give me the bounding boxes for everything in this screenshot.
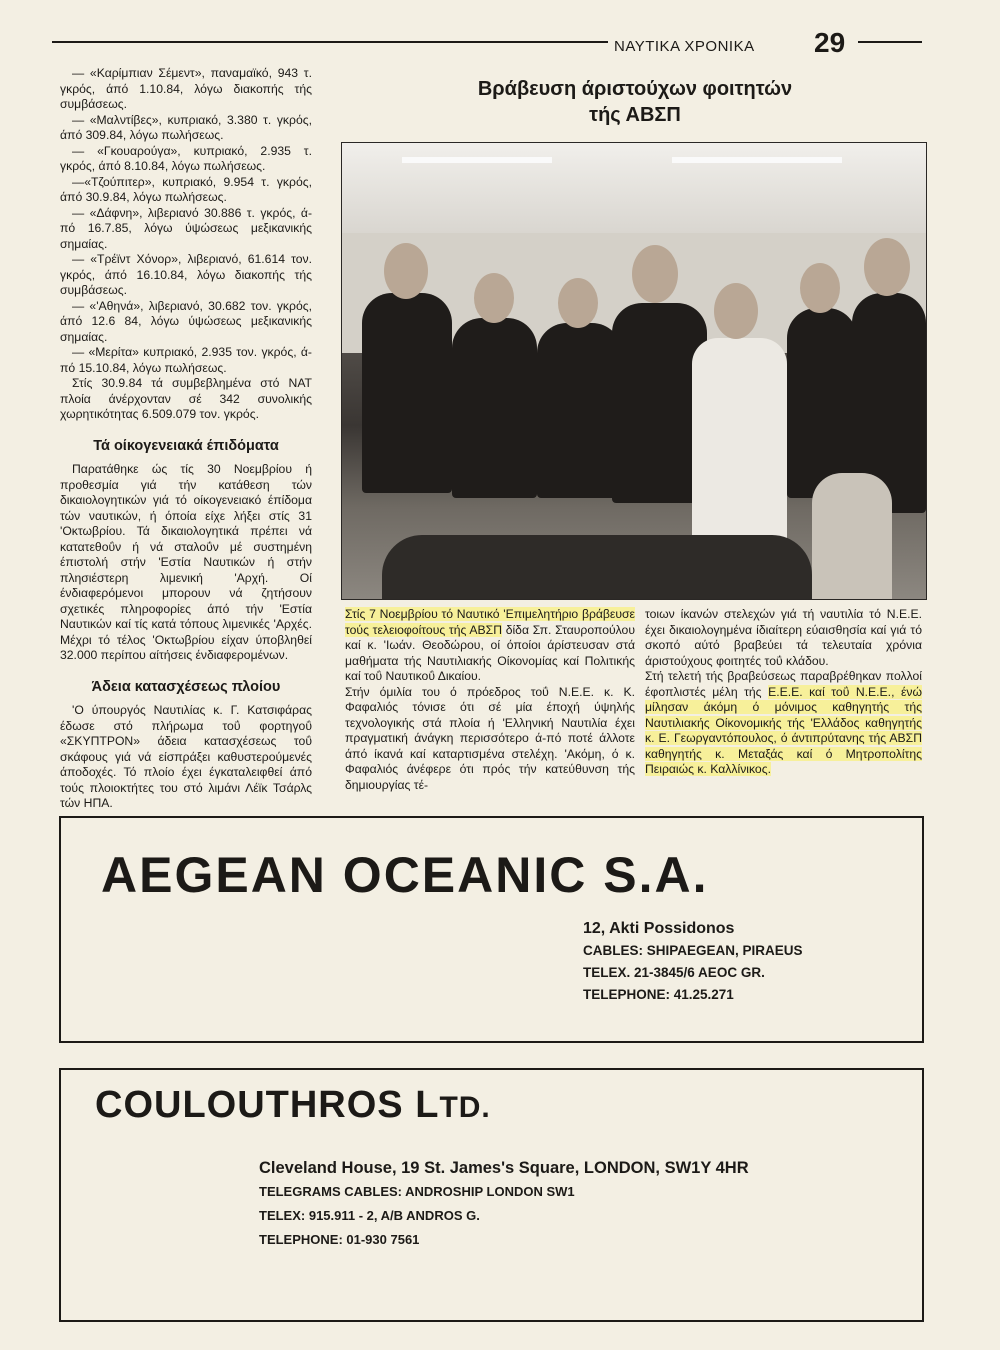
photo-person <box>537 323 622 498</box>
company-cables: CABLES: SHIPAEGEAN, PIRAEUS <box>583 943 803 958</box>
photo-person <box>362 293 452 493</box>
company-contact <box>583 918 803 1006</box>
caption-paragraph <box>345 607 635 685</box>
photo-conference-table <box>382 535 812 600</box>
award-ceremony-photo <box>341 142 927 600</box>
company-telex: TELEX: 915.911 - 2, A/B ANDROS G. <box>259 1208 480 1223</box>
aegean-oceanic-ad <box>59 816 924 1043</box>
caption-paragraph: τοιων ίκανών στελεχών γιά τή ναυτιλία τό Ν.Ε.Ε. έχει δικαιολογημένα ίδιαίτερη εύαισθησία καί γιά τό σκοπό αύτό βραβεύει τά τελευταία χρόνια άριστούχους φοιτητές τοΰ κλάδου. <box>645 607 922 668</box>
photo-chair <box>812 473 892 600</box>
page-number: 29 <box>814 27 846 58</box>
photo-person-head <box>800 263 840 313</box>
ship-item: — «'Αθηνά», λιβεριανό, 30.682 τον. γκρός, άπό 12.6 84, λόγω ύψώσεως μεξικανικής σημαίας. <box>60 298 312 344</box>
caption-text: δίδα Σπ. Σταυροπούλου καί κ. 'Ιωάν. Θεοδώρου, οί όποίοι άρίστευσαν στά μαθήματα τής Ναυτιλιακής Οίκονομίας καί Πολιτικής καί τοΰ Ναυτικοΰ Δικαίου. <box>345 622 635 683</box>
coulouthros-ad <box>59 1068 924 1322</box>
ship-item: —«Τζούπιτερ», κυπριακό, 9.954 τ. γκρός, άπό 30.9.84, λόγω πωλήσεως. <box>60 174 312 204</box>
photo-person-head <box>714 283 758 339</box>
left-column <box>60 66 312 812</box>
highlighted-text: Στίς 7 Νοεμβρίου τό Ναυτικό 'Επιμελητήριο βράβευσε τούς τελειοφοίτους τής ΑΒΣΠ <box>345 607 635 637</box>
company-contact <box>259 1156 749 1252</box>
ship-item: — «Μαλντίβες», κυπριακό, 3.380 τ. γκρός, άπό 309.84, λόγω πωλήσεως. <box>60 112 312 142</box>
ship-item: — «Τρέϊντ Χόνορ», λιβεριανό, 61.614 τον. γκρός, άπό 16.10.84, λόγω διακοπής τής συμβάσεως. <box>60 252 312 297</box>
photo-person-head <box>474 273 514 323</box>
caption-paragraph <box>645 669 922 778</box>
photo-person <box>452 318 537 498</box>
photo-person-head <box>632 245 678 303</box>
company-telephone: TELEPHONE: 01-930 7561 <box>259 1232 420 1247</box>
company-name: AEGEAN OCEANIC S.A. <box>101 847 709 903</box>
company-address: Cleveland House, 19 St. James's Square, LONDON, SW1Y 4HR <box>259 1159 749 1177</box>
caption-column-b <box>645 607 922 778</box>
photo-person <box>787 308 857 498</box>
allowance-heading: Τά οίκογενειακά έπιδόματα <box>93 437 279 454</box>
photo-person-head <box>558 278 598 328</box>
highlighted-text: Ε.Ε.Ε. καί τοΰ Ν.Ε.Ε., ένώ μίλησαν άκόμη ό μόνιμος καθηγητής τής Ναυτιλιακής Οίκονομικής τής 'Ελλάδος καθηγητής κ. Ε. Γεωργαντόπουλος, ό άντιπρύτανης τής ΑΒΣΠ καθηγητής κ. Μεταξάς καί ό Μητροπολίτης Πειραιώς κ. Καλλίνικος. <box>645 684 922 776</box>
company-telex: TELEX. 21-3845/6 AEOC GR. <box>583 965 765 980</box>
photo-person-head <box>864 238 910 296</box>
caption-column-a <box>345 607 635 793</box>
header-rule-right <box>858 41 922 43</box>
magazine-title: ΝΑΥΤΙΚΑ ΧΡΟΝΙΚΑ <box>614 38 755 55</box>
ship-summary: Στίς 30.9.84 τά συμβεβλημένα στό ΝΑΤ πλοία άνέρχονταν σέ 342 συνολικής χωρητικότητας 6.509.079 τον. γκρός. <box>60 376 312 421</box>
ship-item: — «Γκουαρούγα», κυπριακό, 2.935 τ. γκρός, άπό 8.10.84, λόγω πωλήσεως. <box>60 143 312 173</box>
ship-item: — «Καρίμπιαν Σέμεντ», παναμαϊκό, 943 τ. γκρός, άπό 1.10.84, λόγω διακοπής τής συμβάσεως. <box>60 66 312 111</box>
company-telephone: TELEPHONE: 41.25.271 <box>583 987 734 1002</box>
photo-person-head <box>384 243 428 299</box>
company-telegrams: TELEGRAMS CABLES: ANDROSHIP LONDON SW1 <box>259 1184 575 1199</box>
article-headline <box>340 76 930 128</box>
company-name <box>95 1084 491 1127</box>
ship-item: — «Δάφνη», λιβεριανό 30.886 τ. γκρός, ά-πό 16.7.85, λόγω ύψώσεως μεξικανικής σημαίας. <box>60 205 312 251</box>
headline-line-1: Βράβευση άριστούχων φοιτητών <box>477 78 793 100</box>
photo-ceiling-light <box>672 157 842 163</box>
company-name-main: COULOUTHROS L <box>95 1084 440 1126</box>
seizure-heading: Άδεια κατασχέσεως πλοίου <box>91 678 281 695</box>
photo-ceiling-light <box>402 157 552 163</box>
company-name-suffix: TD. <box>439 1091 491 1124</box>
allowance-text: Παρατάθηκε ώς τίς 30 Νοεμβρίου ή προθεσμία γιά τήν κατάθεση τών δικαιολογητικών γιά τό οίκογενειακό έπίδομα τών ναυτικών, ή όποία είχε λήξει στίς 31 'Οκτωβρίου. Τά δικαιολογητικά πρέπει νά κατατεθοΰν ή νά σταλοΰν μέ συστημένη έπιστολή στήν 'Εστία Ναυτικών ή στήν πλησιέστερη λιμενική 'Αρχή. Οί ένδιαφερόμενοι μπορουν νά ζητήσουν σχετικές πληροφορίες άπό τήν 'Εστία Ναυτικών καί τίς κατά τόπους λιμενικές 'Αρχές. Μέχρι τό τέλος 'Οκτωβρίου είχαν ύποβληθεί 32.000 περίπου αίτήσεις ένδιαφερομένων. <box>60 462 312 662</box>
seizure-text: 'Ο ύπουργός Ναυτιλίας κ. Γ. Κατσιφάρας έδωσε στό πλήρωμα τοΰ φορτηγοΰ «ΣΚΥΠΤΡΟΝ» άδεια κατασχέσεως τοΰ σκάφους γιά νά είσπράξει καθυστερούμενές άποδοχές. Τό πλοίο έχει έγκαταλειφθεί άπό τούς πλοιοκτήτες του στό λιμάνι Λέϊκ Τσάρλς τών ΗΠΑ. <box>60 703 312 810</box>
company-address: 12, Akti Possidonos <box>583 920 735 937</box>
header-rule-left <box>52 41 608 43</box>
ship-item: — «Μερίτα» κυπριακό, 2.935 τον. γκρός, ά-πό 15.10.84, λόγω πωλήσεως. <box>60 345 312 375</box>
caption-text: Στή τελετή τής βραβεύσεως παραβρέθηκαν πολλοί έφοπλιστές μέλη τής <box>645 669 922 699</box>
headline-line-2: τής ΑΒΣΠ <box>589 104 681 126</box>
caption-paragraph: Στήν όμιλία του ό πρόεδρος τοΰ Ν.Ε.Ε. κ. Κ. Φαφαλιός τόνισε ότι σέ μία έποχή ύψηλής τεχνολογικής στά πλοία ή 'Ελληνική Ναυτιλία έχει πραγματική άνάγκη περισσότερο ά-πό ποτέ άλλοτε άπό ίκανά καί καταρτισμένα στελέχη. 'Ακόμη, ό κ. Φαφαλιός άνέφερε ότι πρός τήν κατεύθυνση τής δημιουργίας τέ- <box>345 684 635 792</box>
